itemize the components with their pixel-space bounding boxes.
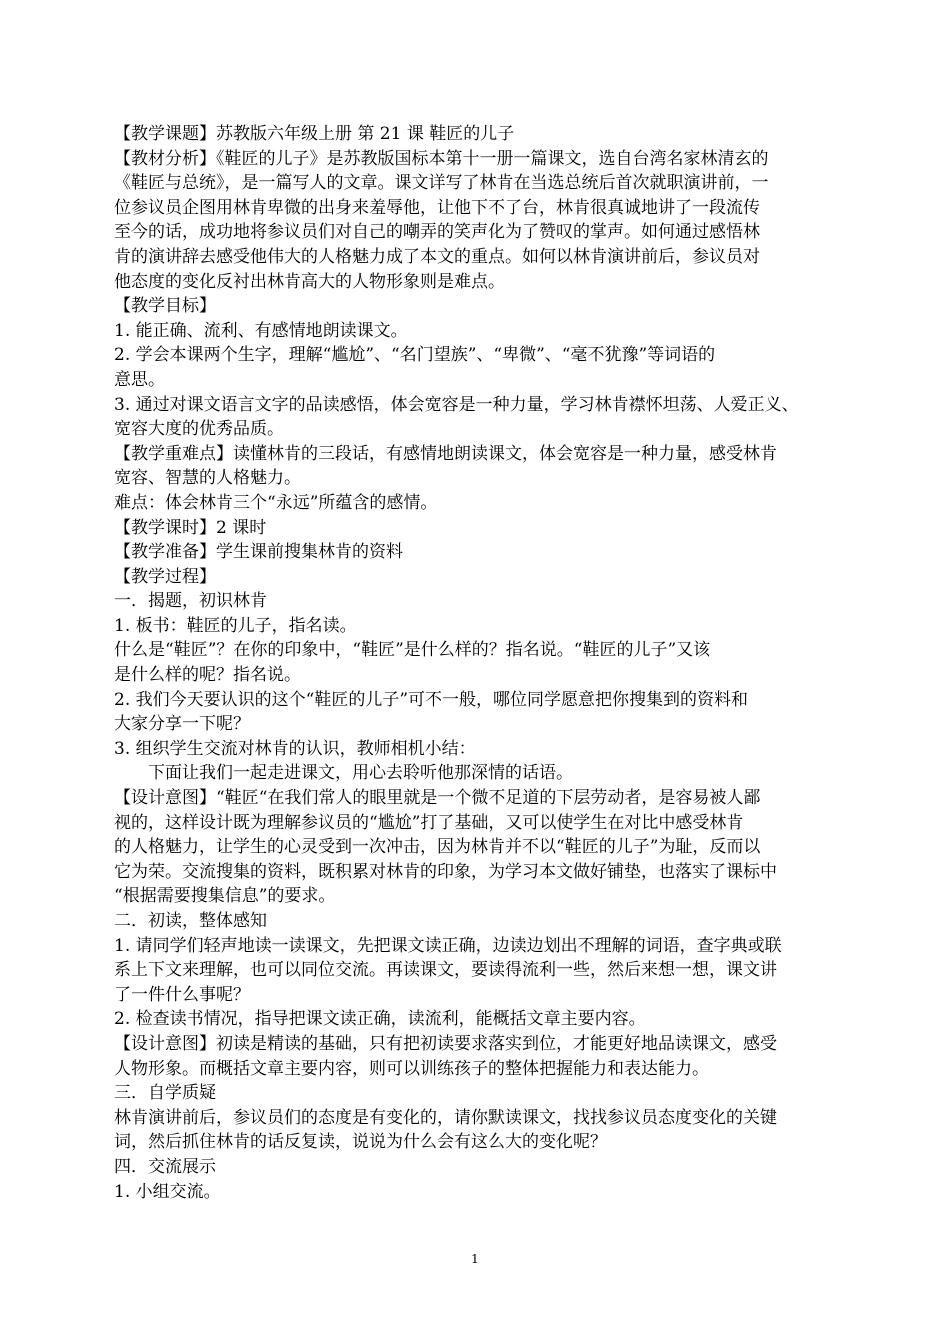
- text-line: 至今的话，成功地将参议员们对自己的嘲弄的笑声化为了赞叹的掌声。如何通过感悟林: [114, 222, 760, 243]
- section-heading: 一．揭题，初识林肯: [114, 591, 267, 612]
- text-line: 3. 组织学生交流对林肯的认识，教师相机小结：: [114, 738, 476, 759]
- text-line: 1. 板书：鞋匠的儿子，指名读。: [114, 615, 357, 636]
- section-heading: 【教学目标】: [114, 296, 216, 317]
- text-line: 什么是“鞋匠”？在你的印象中，“鞋匠”是什么样的？指名说。“鞋匠的儿子”又该: [114, 640, 711, 661]
- text-line: 人物形象。而概括文章主要内容，则可以训练孩子的整体把握能力和表达能力。: [114, 1058, 709, 1079]
- text-line: 2. 检查读书情况，指导把课文读正确，读流利，能概括文章主要内容。: [114, 1009, 646, 1030]
- text-line: 他态度的变化反衬出林肯高大的人物形象则是难点。: [114, 271, 505, 292]
- section-heading: 四．交流展示: [114, 1156, 216, 1177]
- text-line: 【设计意图】“鞋匠“在我们常人的眼里就是一个微不足道的下层劳动者，是容易被人鄙: [114, 788, 761, 809]
- document-body: [114, 122, 840, 1204]
- text-line: 林肯演讲前后，参议员们的态度是有变化的，请你默读课文，找找参议员态度变化的关键: [114, 1107, 777, 1128]
- text-line: 【教学准备】学生课前搜集林肯的资料: [114, 542, 403, 563]
- section-heading: 二．初读，整体感知: [114, 911, 267, 931]
- text-line: 2. 学会本课两个生字，理解“尴尬”、“名门望族”、“卑微”、“毫不犹豫”等词语的: [114, 345, 716, 366]
- text-line: 系上下文来理解，也可以同位交流。再读课文，要读得流利一些，然后来想一想，课文讲: [114, 960, 777, 981]
- text-line: 词，然后抓住林肯的话反复读，说说为什么会有这么大的变化呢？: [114, 1132, 607, 1153]
- text-line: 视的，这样设计既为理解参议员的“尴尬”打了基础，又可以使学生在对比中感受林肯: [114, 812, 744, 833]
- text-line: 它为荣。交流搜集的资料，既积累对林肯的印象，为学习本文做好铺垫，也落实了课标中: [114, 861, 777, 882]
- text-line: 【教学重难点】读懂林肯的三段话，有感情地朗读课文，体会宽容是一种力量，感受林肯: [114, 443, 777, 464]
- text-line: “根据需要搜集信息”的要求。: [114, 886, 336, 907]
- page-number: 1: [471, 1252, 479, 1266]
- text-line: 大家分享一下呢？: [114, 714, 250, 735]
- text-line: 《鞋匠与总统》，是一篇写人的文章。课文详写了林肯在当选总统后首次就职演讲前，一: [114, 173, 769, 194]
- text-line: 意思。: [114, 369, 165, 390]
- text-line: 1. 能正确、流利、有感情地朗读课文。: [114, 320, 408, 341]
- text-line: 宽容、智慧的人格魅力。: [114, 468, 301, 489]
- text-line: 位参议员企图用林肯卑微的出身来羞辱他，让他下不了台，林肯很真诚地讲了一段流传: [114, 197, 760, 218]
- text-line: 是什么样的呢？指名说。: [114, 665, 301, 686]
- text-line: 宽容大度的优秀品质。: [114, 419, 284, 440]
- lesson-title: 【教学课题】苏教版六年级上册 第 21 课 鞋匠的儿子: [114, 124, 515, 144]
- section-heading: 三．自学质疑: [114, 1083, 216, 1104]
- text-line: 的人格魅力，让学生的心灵受到一次冲击，因为林肯并不以“鞋匠的儿子”为耻，反而以: [114, 837, 761, 858]
- text-line: 1. 请同学们轻声地读一读课文，先把课文读正确，边读边划出不理解的词语，查字典或联: [114, 935, 782, 956]
- text-line: 【教学课时】2 课时: [114, 517, 267, 538]
- text-line: 【设计意图】初读是精读的基础，只有把初读要求落实到位，才能更好地品读课文，感受: [114, 1033, 777, 1054]
- text-line: 肯的演讲辞去感受他伟大的人格魅力成了本文的重点。如何以林肯演讲前后，参议员对: [114, 246, 760, 267]
- section-heading: 【教学过程】: [114, 566, 216, 587]
- text-line: 【教材分析】《鞋匠的儿子》是苏教版国标本第十一册一篇课文，选自台湾名家林清玄的: [114, 148, 769, 169]
- text-line: 下面让我们一起走进课文，用心去聆听他那深情的话语。: [148, 763, 573, 784]
- text-line: 难点：体会林肯三个“永远”所蕴含的感情。: [114, 492, 438, 513]
- text-line: 3. 通过对课文语言文字的品读感悟，体会宽容是一种力量，学习林肯襟怀坦荡、人爱正义、: [114, 394, 799, 415]
- text-line: 1. 小组交流。: [114, 1181, 221, 1202]
- text-line: 2. 我们今天要认识的这个“鞋匠的儿子”可不一般，哪位同学愿意把你搜集到的资料和: [114, 689, 749, 710]
- text-line: 了一件什么事呢？: [114, 984, 250, 1005]
